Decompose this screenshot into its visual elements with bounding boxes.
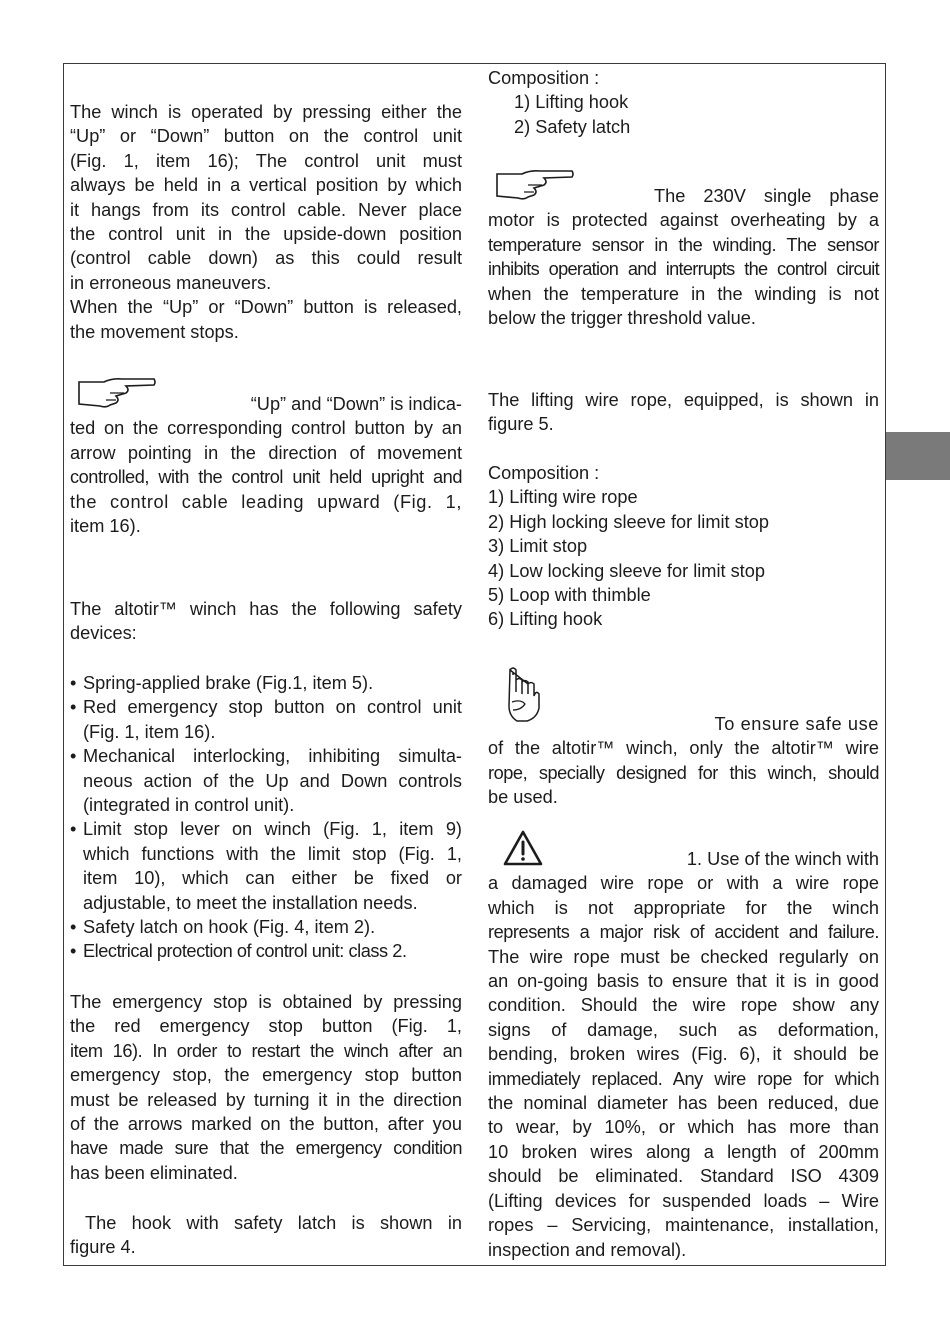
line: the control cable leading upward (Fig. 1, [70,491,462,512]
safe-use-note [488,712,879,810]
line: rope, specially designed for this winch, should [488,762,879,783]
line: figure 5. [488,414,554,435]
list-item: 1) Lifting wire rope [488,487,638,508]
wire-rope-warning [488,847,879,1262]
line: (control cable down) as this could result [70,248,462,269]
motor-protection-note [488,184,879,330]
hook-composition [488,66,879,139]
line: to wear, by 10%, or which has more than [488,1117,879,1138]
line: has been eliminated. [70,1162,238,1183]
line: which is not appropriate for the winch [488,897,879,918]
line: Spring-applied brake (Fig.1, item 5). [83,673,374,693]
line: inhibits operation and interrupts the control circuit [488,259,879,280]
line: represents a major risk of accident and failure. [488,922,879,943]
line: of the altotir™ winch, only the altotir™ wire [488,738,879,759]
line: when the temperature in the winding is not [488,283,879,304]
line: figure 4. [70,1237,136,1258]
line: have made sure that the emergency condition [70,1138,462,1159]
line: The altotir™ winch has the following safety [70,599,462,619]
list-item: 5) Loop with thimble [488,585,651,606]
composition-label: Composition : [488,68,600,88]
line: immediately replaced. Any wire rope for which [488,1068,879,1089]
line: inspection and removal). [488,1239,687,1260]
safety-devices-list [70,671,462,964]
line: condition. Should the wire rope show any [488,995,879,1016]
safety-intro [70,597,462,646]
line: should be eliminated. Standard ISO 4309 [488,1166,879,1187]
line: it hangs from its control cable. Never place [70,199,462,220]
line: the nominal diameter has been reduced, due [488,1093,879,1114]
line: a damaged wire rope or with a wire rope [488,873,879,894]
line: always be held in a vertical position by which [70,175,462,196]
list-item: 6) Lifting hook [488,609,603,630]
line: emergency stop, the emergency stop button [70,1065,462,1086]
updown-note [70,392,462,538]
emergency-stop-paragraph [70,990,462,1185]
list-item: 2) Safety latch [514,116,631,137]
list-item: • Electrical protection of control unit: class 2. [70,939,462,963]
line: adjustable, to meet the installation needs. [83,892,418,913]
line: (Fig. 1, item 16); The control unit must [70,150,462,171]
line: The winch is operated by pressing either the [70,102,462,122]
list-item: 3) Limit stop [488,536,588,557]
line: an on-going basis to ensure that it is in good [488,971,879,992]
line: (integrated in control unit). [83,795,295,816]
hook-paragraph [70,1211,462,1260]
line: The emergency stop is obtained by pressing [70,992,462,1012]
line: motor is protected against overheating by a [488,210,879,231]
line: “Up” and “Down” is indica- [250,394,462,414]
line: Mechanical interlocking, inhibiting simulta- [83,746,462,767]
list-item: • Limit stop lever on winch (Fig. 1, item 9) which functions with the limit stop (Fig. 1, item 10), which can either be fixed or adjustable, to meet the installation needs. [70,817,462,915]
line: must be released by turning it in the direction [70,1089,462,1110]
line: bending, broken wires (Fig. 6), it should be [488,1044,879,1065]
line: (Lifting devices for suspended loads – Wire [488,1190,879,1211]
line: Safety latch on hook (Fig. 4, item 2). [83,917,376,938]
line: the red emergency stop button (Fig. 1, [70,1016,462,1037]
line: devices: [70,623,137,644]
line: be used. [488,787,558,808]
operation-paragraph [70,100,462,344]
line: the movement stops. [70,321,239,342]
line: below the trigger threshold value. [488,308,756,329]
line: When the “Up” or “Down” button is released, [70,297,462,318]
section-side-tab [886,432,950,480]
line: (Fig. 1, item 16). [83,721,216,742]
composition-label: Composition : [488,463,600,483]
line: item 16). In order to restart the winch after an [70,1040,462,1061]
line: 10 broken wires along a length of 200mm [488,1141,879,1162]
list-item: • Red emergency stop button on control unit (Fig. 1, item 16). [70,695,462,744]
line: To ensure safe use [714,714,879,734]
line: The 230V single phase [654,186,879,206]
line: arrow pointing in the direction of movement [70,442,462,463]
line: in erroneous maneuvers. [70,272,272,293]
list-item: 1) Lifting hook [514,92,629,113]
line: ropes – Servicing, maintenance, installation, [488,1215,879,1236]
list-item: 2) High locking sleeve for limit stop [488,511,770,532]
line: Limit stop lever on winch (Fig. 1, item 9) [83,819,462,840]
line: the control unit in the upside-down position [70,224,462,245]
line: The hook with safety latch is shown in [70,1213,462,1233]
line: The lifting wire rope, equipped, is shown in [488,390,879,410]
rope-intro [488,388,879,437]
line: Red emergency stop button on control unit [83,697,462,718]
line: item 10), which can either be fixed or [83,868,462,889]
rope-composition [488,461,879,632]
line: The wire rope must be checked regularly on [488,946,879,967]
line: 1. Use of the winch with [686,849,879,869]
line: Electrical protection of control unit: class 2. [83,941,407,962]
line: which functions with the limit stop (Fig. 1, [83,843,462,864]
line: controlled, with the control unit held upright and [70,467,462,488]
line: temperature sensor in the winding. The sensor [488,234,879,255]
list-item: • Safety latch on hook (Fig. 4, item 2). [70,915,462,939]
list-item: • Spring-applied brake (Fig.1, item 5). [70,671,462,695]
line: ted on the corresponding control button by an [70,418,462,439]
line: of the arrows marked on the button, after you [70,1114,462,1135]
line: signs of damage, such as deformation, [488,1019,879,1040]
line: neous action of the Up and Down controls [83,770,462,791]
list-item: • Mechanical interlocking, inhibiting simulta- neous action of the Up and Down controls (integrated in control unit). [70,744,462,817]
list-item: 4) Low locking sleeve for limit stop [488,560,765,581]
line: item 16). [70,516,141,537]
line: “Up” or “Down” button on the control unit [70,126,462,147]
